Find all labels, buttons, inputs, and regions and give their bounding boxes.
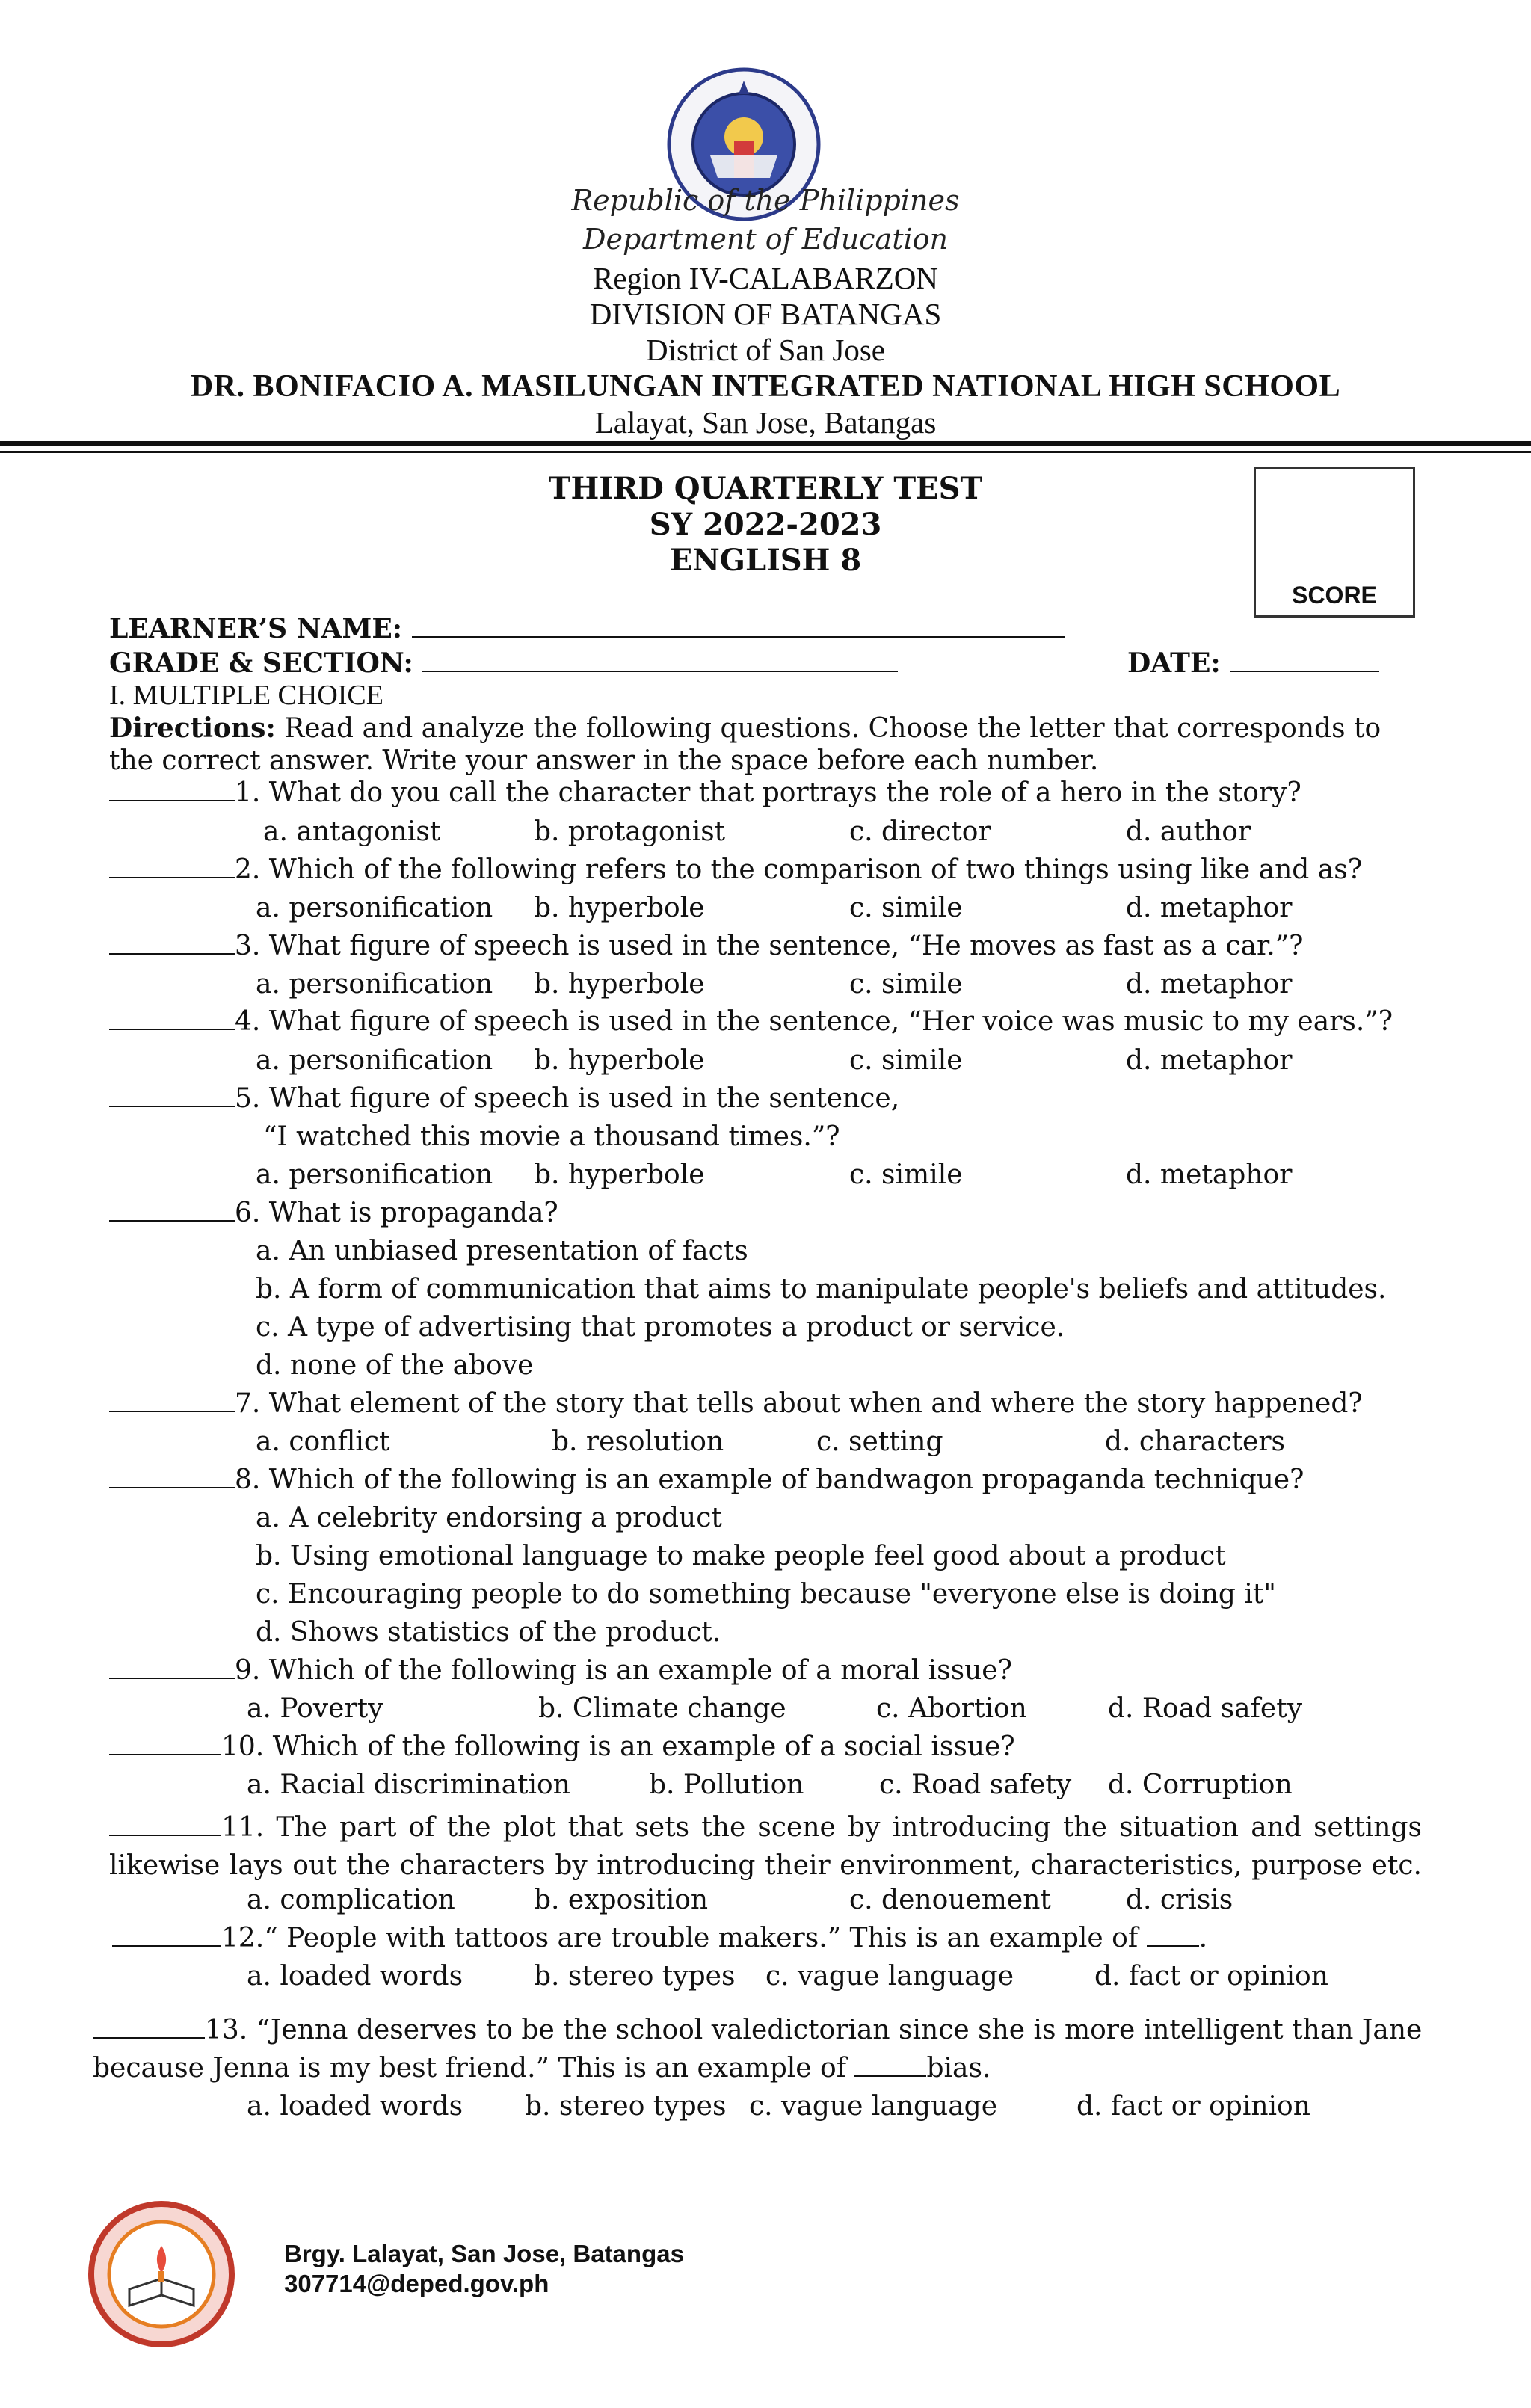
- q7-option-c: c. setting: [816, 1426, 943, 1457]
- q2-option-a: a. personification: [256, 893, 493, 923]
- date-label: DATE:: [1127, 647, 1221, 679]
- answer-blank-8[interactable]: [109, 1465, 235, 1488]
- date-field[interactable]: [1127, 647, 1379, 679]
- question-text: 5. What figure of speech is used in the sentence,: [235, 1083, 900, 1114]
- q8-option-b: b. Using emotional language to make people feel good about a product: [256, 1541, 1226, 1571]
- district-line: District of San Jose: [646, 333, 885, 367]
- school-year: SY 2022-2023: [649, 507, 882, 542]
- q8-option-a: a. A celebrity endorsing a product: [256, 1503, 722, 1533]
- grade-section-label: GRADE & SECTION:: [109, 647, 413, 679]
- answer-blank-11[interactable]: [109, 1812, 221, 1836]
- q6-option-c: c. A type of advertising that promotes a product or service.: [256, 1312, 1065, 1343]
- q5-option-c: c. simile: [849, 1160, 963, 1190]
- school-logo: [88, 2201, 235, 2347]
- q4-option-c: c. simile: [849, 1045, 963, 1076]
- q2-option-b: b. hyperbole: [534, 893, 705, 923]
- answer-blank-10[interactable]: [109, 1731, 221, 1755]
- q3-option-b: b. hyperbole: [534, 969, 705, 1000]
- footer-address: Brgy. Lalayat, San Jose, Batangas: [284, 2240, 684, 2267]
- answer-blank-12[interactable]: [112, 1923, 221, 1947]
- score-label: SCORE: [1292, 582, 1377, 609]
- question-text-2: because Jenna is my best friend.” This is an example of: [93, 2053, 855, 2084]
- q11-option-d: d. crisis: [1126, 1885, 1233, 1915]
- directions-text-2: the correct answer. Write your answer in the space before each number.: [109, 745, 1099, 776]
- q9-option-b: b. Climate change: [538, 1693, 786, 1724]
- learner-name-blank[interactable]: [412, 614, 1065, 638]
- q5-option-b: b. hyperbole: [534, 1160, 705, 1190]
- question-text: 1. What do you call the character that portrays the role of a hero in the story?: [235, 777, 1301, 808]
- grade-section-field[interactable]: [109, 647, 898, 679]
- question-1: [109, 777, 1301, 808]
- q6-option-a: a. An unbiased presentation of facts: [256, 1236, 748, 1266]
- question-11: [109, 1808, 1422, 1885]
- answer-blank-7[interactable]: [109, 1388, 235, 1412]
- answer-blank-1[interactable]: [109, 777, 235, 801]
- question-13-line-2: [93, 2053, 991, 2084]
- question-text: 8. Which of the following is an example of bandwagon propaganda technique?: [235, 1465, 1304, 1495]
- subject: ENGLISH 8: [669, 543, 862, 578]
- q10-option-d: d. Corruption: [1108, 1770, 1293, 1800]
- question-11-line-2: likewise lays out the characters by introducing their environment, characteristics, purpose etc.: [109, 1850, 1422, 1881]
- q4-option-d: d. metaphor: [1126, 1045, 1293, 1076]
- answer-blank-6[interactable]: [109, 1198, 235, 1222]
- q9-option-c: c. Abortion: [876, 1693, 1027, 1724]
- question-text: 10. Which of the following is an example of a social issue?: [221, 1731, 1015, 1762]
- header-rule-thin: [0, 451, 1531, 453]
- learner-name-field[interactable]: [109, 613, 1065, 644]
- question-text: 9. Which of the following is an example of a moral issue?: [235, 1655, 1012, 1686]
- question-text: 2. Which of the following refers to the comparison of two things using like and as?: [235, 854, 1363, 885]
- question-text: 6. What is propaganda?: [235, 1198, 558, 1228]
- question-text: 12.“ People with tattoos are trouble makers.” This is an example of: [221, 1923, 1147, 1953]
- department-line: Department of Education: [583, 223, 948, 256]
- q9-option-a: a. Poverty: [247, 1693, 383, 1724]
- q7-option-a: a. conflict: [256, 1426, 390, 1457]
- q12-option-d: d. fact or opinion: [1094, 1961, 1328, 1992]
- q12-option-a: a. loaded words: [247, 1961, 463, 1992]
- question-7: [109, 1388, 1363, 1419]
- answer-blank-3[interactable]: [109, 931, 235, 955]
- date-blank[interactable]: [1230, 648, 1379, 672]
- q13-option-d: d. fact or opinion: [1076, 2091, 1310, 2122]
- q8-option-d: d. Shows statistics of the product.: [256, 1617, 721, 1648]
- q12-option-b: b. stereo types: [534, 1961, 736, 1992]
- q5-option-d: d. metaphor: [1126, 1160, 1293, 1190]
- q7-option-b: b. resolution: [552, 1426, 724, 1457]
- q10-option-a: a. Racial discrimination: [247, 1770, 570, 1800]
- q1-option-b: b. protagonist: [534, 816, 726, 847]
- q11-option-b: b. exposition: [534, 1885, 709, 1915]
- test-title: THIRD QUARTERLY TEST: [548, 471, 983, 506]
- q1-option-c: c. director: [849, 816, 991, 847]
- region-line: Region IV-CALABARZON: [592, 261, 938, 295]
- question-3: [109, 931, 1303, 961]
- section-title: I. MULTIPLE CHOICE: [109, 680, 383, 711]
- q11-option-a: a. complication: [247, 1885, 455, 1915]
- q12-option-c: c. vague language: [766, 1961, 1014, 1992]
- question-end: bias.: [926, 2053, 991, 2084]
- question-text: 7. What element of the story that tells about when and where the story happened?: [235, 1388, 1363, 1419]
- q4-option-a: a. personification: [256, 1045, 493, 1076]
- question-12: [112, 1923, 1207, 1953]
- question-10: [109, 1731, 1015, 1762]
- directions-label: Directions:: [109, 712, 276, 744]
- footer-email[interactable]: 307714@deped.gov.ph: [284, 2270, 549, 2297]
- fill-in-blank-12[interactable]: [1147, 1923, 1199, 1947]
- question-end: .: [1198, 1923, 1208, 1953]
- division-line: DIVISION OF BATANGAS: [589, 297, 942, 331]
- question-5-sentence: “I watched this movie a thousand times.”?: [263, 1121, 840, 1152]
- directions-text-1: Read and analyze the following questions. Choose the letter that corresponds to: [275, 713, 1381, 744]
- q1-option-a: a. antagonist: [263, 816, 441, 847]
- question-5: [109, 1083, 899, 1114]
- answer-blank-4[interactable]: [109, 1006, 235, 1030]
- q13-option-b: b. stereo types: [525, 2091, 727, 2122]
- score-box[interactable]: [1254, 467, 1415, 618]
- q13-option-c: c. vague language: [749, 2091, 998, 2122]
- school-name: DR. BONIFACIO A. MASILUNGAN INTEGRATED NATIONAL HIGH SCHOOL: [190, 369, 1341, 404]
- question-text: 3. What figure of speech is used in the sentence, “He moves as fast as a car.”?: [235, 931, 1304, 961]
- answer-blank-2[interactable]: [109, 854, 235, 878]
- q2-option-c: c. simile: [849, 893, 963, 923]
- q11-option-c: c. denouement: [849, 1885, 1051, 1915]
- fill-in-blank-13[interactable]: [854, 2053, 926, 2077]
- q3-option-a: a. personification: [256, 969, 493, 1000]
- q2-option-d: d. metaphor: [1126, 893, 1293, 923]
- question-6: [109, 1198, 558, 1228]
- header-rule-thick: [0, 441, 1531, 446]
- q1-option-d: d. author: [1126, 816, 1251, 847]
- q7-option-d: d. characters: [1105, 1426, 1286, 1457]
- question-text: 13. “Jenna deserves to be the school valedictorian since she is more intelligent than Jane: [205, 2015, 1423, 2045]
- q3-option-c: c. simile: [849, 969, 963, 1000]
- q13-option-a: a. loaded words: [247, 2091, 463, 2122]
- q5-option-a: a. personification: [256, 1160, 493, 1190]
- question-8: [109, 1465, 1304, 1495]
- q10-option-c: c. Road safety: [879, 1770, 1072, 1800]
- directions: [109, 712, 1381, 744]
- q3-option-d: d. metaphor: [1126, 969, 1293, 1000]
- republic-line: Republic of the Philippines: [571, 184, 960, 217]
- question-text: 11. The part of the plot that sets the scene by introducing the situation and settings: [221, 1812, 1422, 1843]
- answer-blank-13[interactable]: [93, 2015, 205, 2039]
- q4-option-b: b. hyperbole: [534, 1045, 705, 1076]
- q10-option-b: b. Pollution: [649, 1770, 804, 1800]
- answer-blank-5[interactable]: [109, 1083, 235, 1107]
- q6-option-b: b. A form of communication that aims to manipulate people's beliefs and attitudes.: [256, 1274, 1387, 1305]
- school-address: Lalayat, San Jose, Batangas: [594, 405, 937, 440]
- grade-section-blank[interactable]: [422, 648, 898, 672]
- q8-option-c: c. Encouraging people to do something because "everyone else is doing it": [256, 1579, 1276, 1610]
- learner-name-label: LEARNER’S NAME:: [109, 613, 403, 644]
- question-2: [109, 854, 1362, 885]
- question-text: 4. What figure of speech is used in the sentence, “Her voice was music to my ears.”?: [235, 1006, 1393, 1037]
- q9-option-d: d. Road safety: [1108, 1693, 1303, 1724]
- q6-option-d: d. none of the above: [256, 1350, 534, 1381]
- answer-blank-9[interactable]: [109, 1655, 235, 1679]
- question-4: [109, 1006, 1393, 1037]
- question-13: [93, 2015, 1422, 2045]
- question-9: [109, 1655, 1012, 1686]
